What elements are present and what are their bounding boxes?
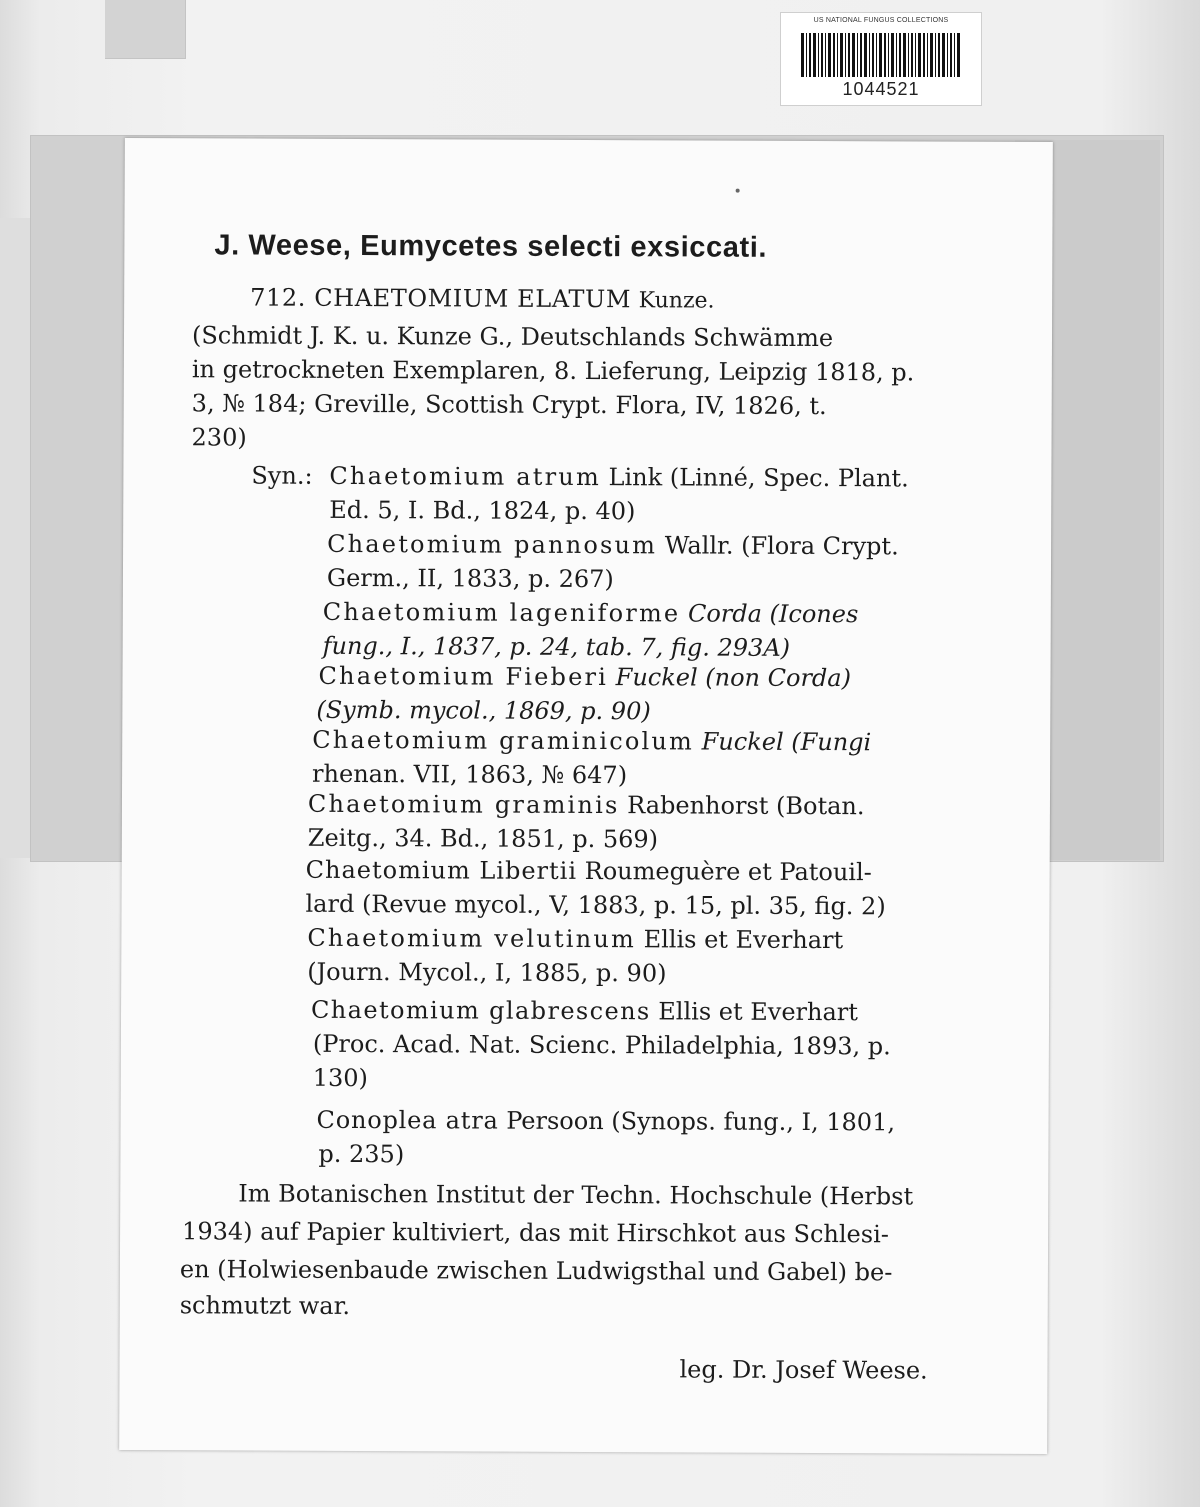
label-title: J. Weese, Eumycetes selecti exsiccati. bbox=[214, 229, 768, 264]
synonym-5 bbox=[312, 725, 871, 757]
synonym-name: Chaetomium lageniforme bbox=[322, 597, 681, 628]
habitat-line-1: Im Botanischen Institut der Techn. Hochschule (Herbst bbox=[238, 1179, 914, 1211]
synonym-2-cont: Germ., II, 1833, p. 267) bbox=[326, 563, 614, 594]
synonym-1 bbox=[329, 461, 908, 494]
habitat-line-4: schmutzt war. bbox=[179, 1291, 351, 1320]
synonym-rest: Fuckel (Fungi bbox=[701, 727, 872, 757]
paper-scrap bbox=[105, 0, 186, 59]
collector: leg. Dr. Josef Weese. bbox=[679, 1355, 928, 1385]
barcode-icon bbox=[801, 33, 961, 77]
synonym-rest: Ellis et Everhart bbox=[658, 997, 858, 1027]
synonym-name: Conoplea atra bbox=[316, 1105, 499, 1135]
habitat-line-3: en (Holwiesenbaude zwischen Ludwigsthal und Gabel) be- bbox=[179, 1255, 893, 1287]
synonym-name: Chaetomium Libertii bbox=[305, 855, 578, 885]
habitat-line-2: 1934) auf Papier kultiviert, das mit Hirschkot aus Schlesi- bbox=[182, 1217, 889, 1249]
exsiccata-label bbox=[119, 138, 1053, 1454]
synonym-10 bbox=[317, 1105, 896, 1138]
synonym-7 bbox=[306, 855, 872, 887]
synonym-9-cont: (Proc. Acad. Nat. Scienc. Philadelphia, 1893, p. bbox=[312, 1029, 891, 1061]
synonym-rest: Rabenhorst (Botan. bbox=[627, 791, 865, 821]
synonym-rest: Roumeguère et Patouil- bbox=[584, 856, 872, 887]
synonym-10-cont: p. 235) bbox=[318, 1139, 405, 1169]
synonym-6 bbox=[308, 789, 865, 821]
synonym-3-cont: fung., I., 1837, p. 24, tab. 7, fig. 293A) bbox=[322, 631, 791, 662]
reference-line-2: in getrockneten Exemplaren, 8. Lieferung, Leipzig 1818, p. bbox=[191, 355, 915, 387]
entry-number-name: 712. CHAETOMIUM ELATUM bbox=[250, 283, 632, 314]
paper-speck bbox=[736, 189, 740, 193]
synonym-7-cont: lard (Revue mycol., V, 1883, p. 15, pl. 35, fig. 2) bbox=[305, 889, 886, 921]
synonym-9-cont2: 130) bbox=[312, 1063, 369, 1093]
reference-line-3: 3, № 184; Greville, Scottish Crypt. Flora, IV, 1826, t. bbox=[191, 389, 827, 421]
synonym-name: Chaetomium velutinum bbox=[307, 923, 637, 954]
synonym-rest: Wallr. (Flora Crypt. bbox=[664, 531, 899, 561]
barcode-number: 1044521 bbox=[842, 79, 920, 99]
syn-prefix: Syn.: bbox=[251, 461, 313, 490]
barcode-label bbox=[780, 12, 982, 106]
barcode-header: US NATIONAL FUNGUS COLLECTIONS bbox=[813, 17, 949, 24]
synonym-rest: Link (Linné, Spec. Plant. bbox=[608, 463, 909, 493]
reference-line-4: 230) bbox=[191, 423, 247, 452]
synonym-rest: Ellis et Everhart bbox=[643, 925, 844, 955]
synonym-rest: Corda (Icones bbox=[687, 599, 859, 629]
entry-author: Kunze. bbox=[638, 288, 715, 314]
synonym-6-cont: Zeitg., 34. Bd., 1851, p. 569) bbox=[307, 823, 659, 854]
synonym-name: Chaetomium Fieberi bbox=[318, 661, 609, 692]
synonym-name: Chaetomium atrum bbox=[329, 461, 601, 492]
synonym-2 bbox=[327, 529, 899, 561]
synonym-4-cont: (Symb. mycol., 1869, p. 90) bbox=[316, 695, 651, 726]
synonym-rest: Fuckel (non Corda) bbox=[615, 663, 852, 693]
synonym-name: Chaetomium graminicolum bbox=[312, 725, 695, 756]
synonym-name: Chaetomium pannosum bbox=[327, 529, 658, 560]
entry-heading bbox=[250, 283, 715, 317]
synonym-8-cont: (Journ. Mycol., I, 1885, p. 90) bbox=[307, 957, 667, 988]
synonym-name: Chaetomium graminis bbox=[307, 789, 620, 820]
synonym-8 bbox=[307, 923, 843, 955]
synonym-rest: Persoon (Synops. fung., I, 1801, bbox=[506, 1106, 896, 1137]
synonym-1-cont: Ed. 5, I. Bd., 1824, p. 40) bbox=[329, 495, 636, 526]
synonym-name: Chaetomium glabrescens bbox=[311, 995, 651, 1026]
synonym-9 bbox=[311, 995, 858, 1027]
reference-line-1: (Schmidt J. K. u. Kunze G., Deutschlands Schwämme bbox=[191, 321, 834, 353]
synonym-5-cont: rhenan. VII, 1863, № 647) bbox=[312, 759, 628, 790]
synonym-4 bbox=[318, 661, 851, 693]
synonym-3 bbox=[323, 597, 859, 629]
